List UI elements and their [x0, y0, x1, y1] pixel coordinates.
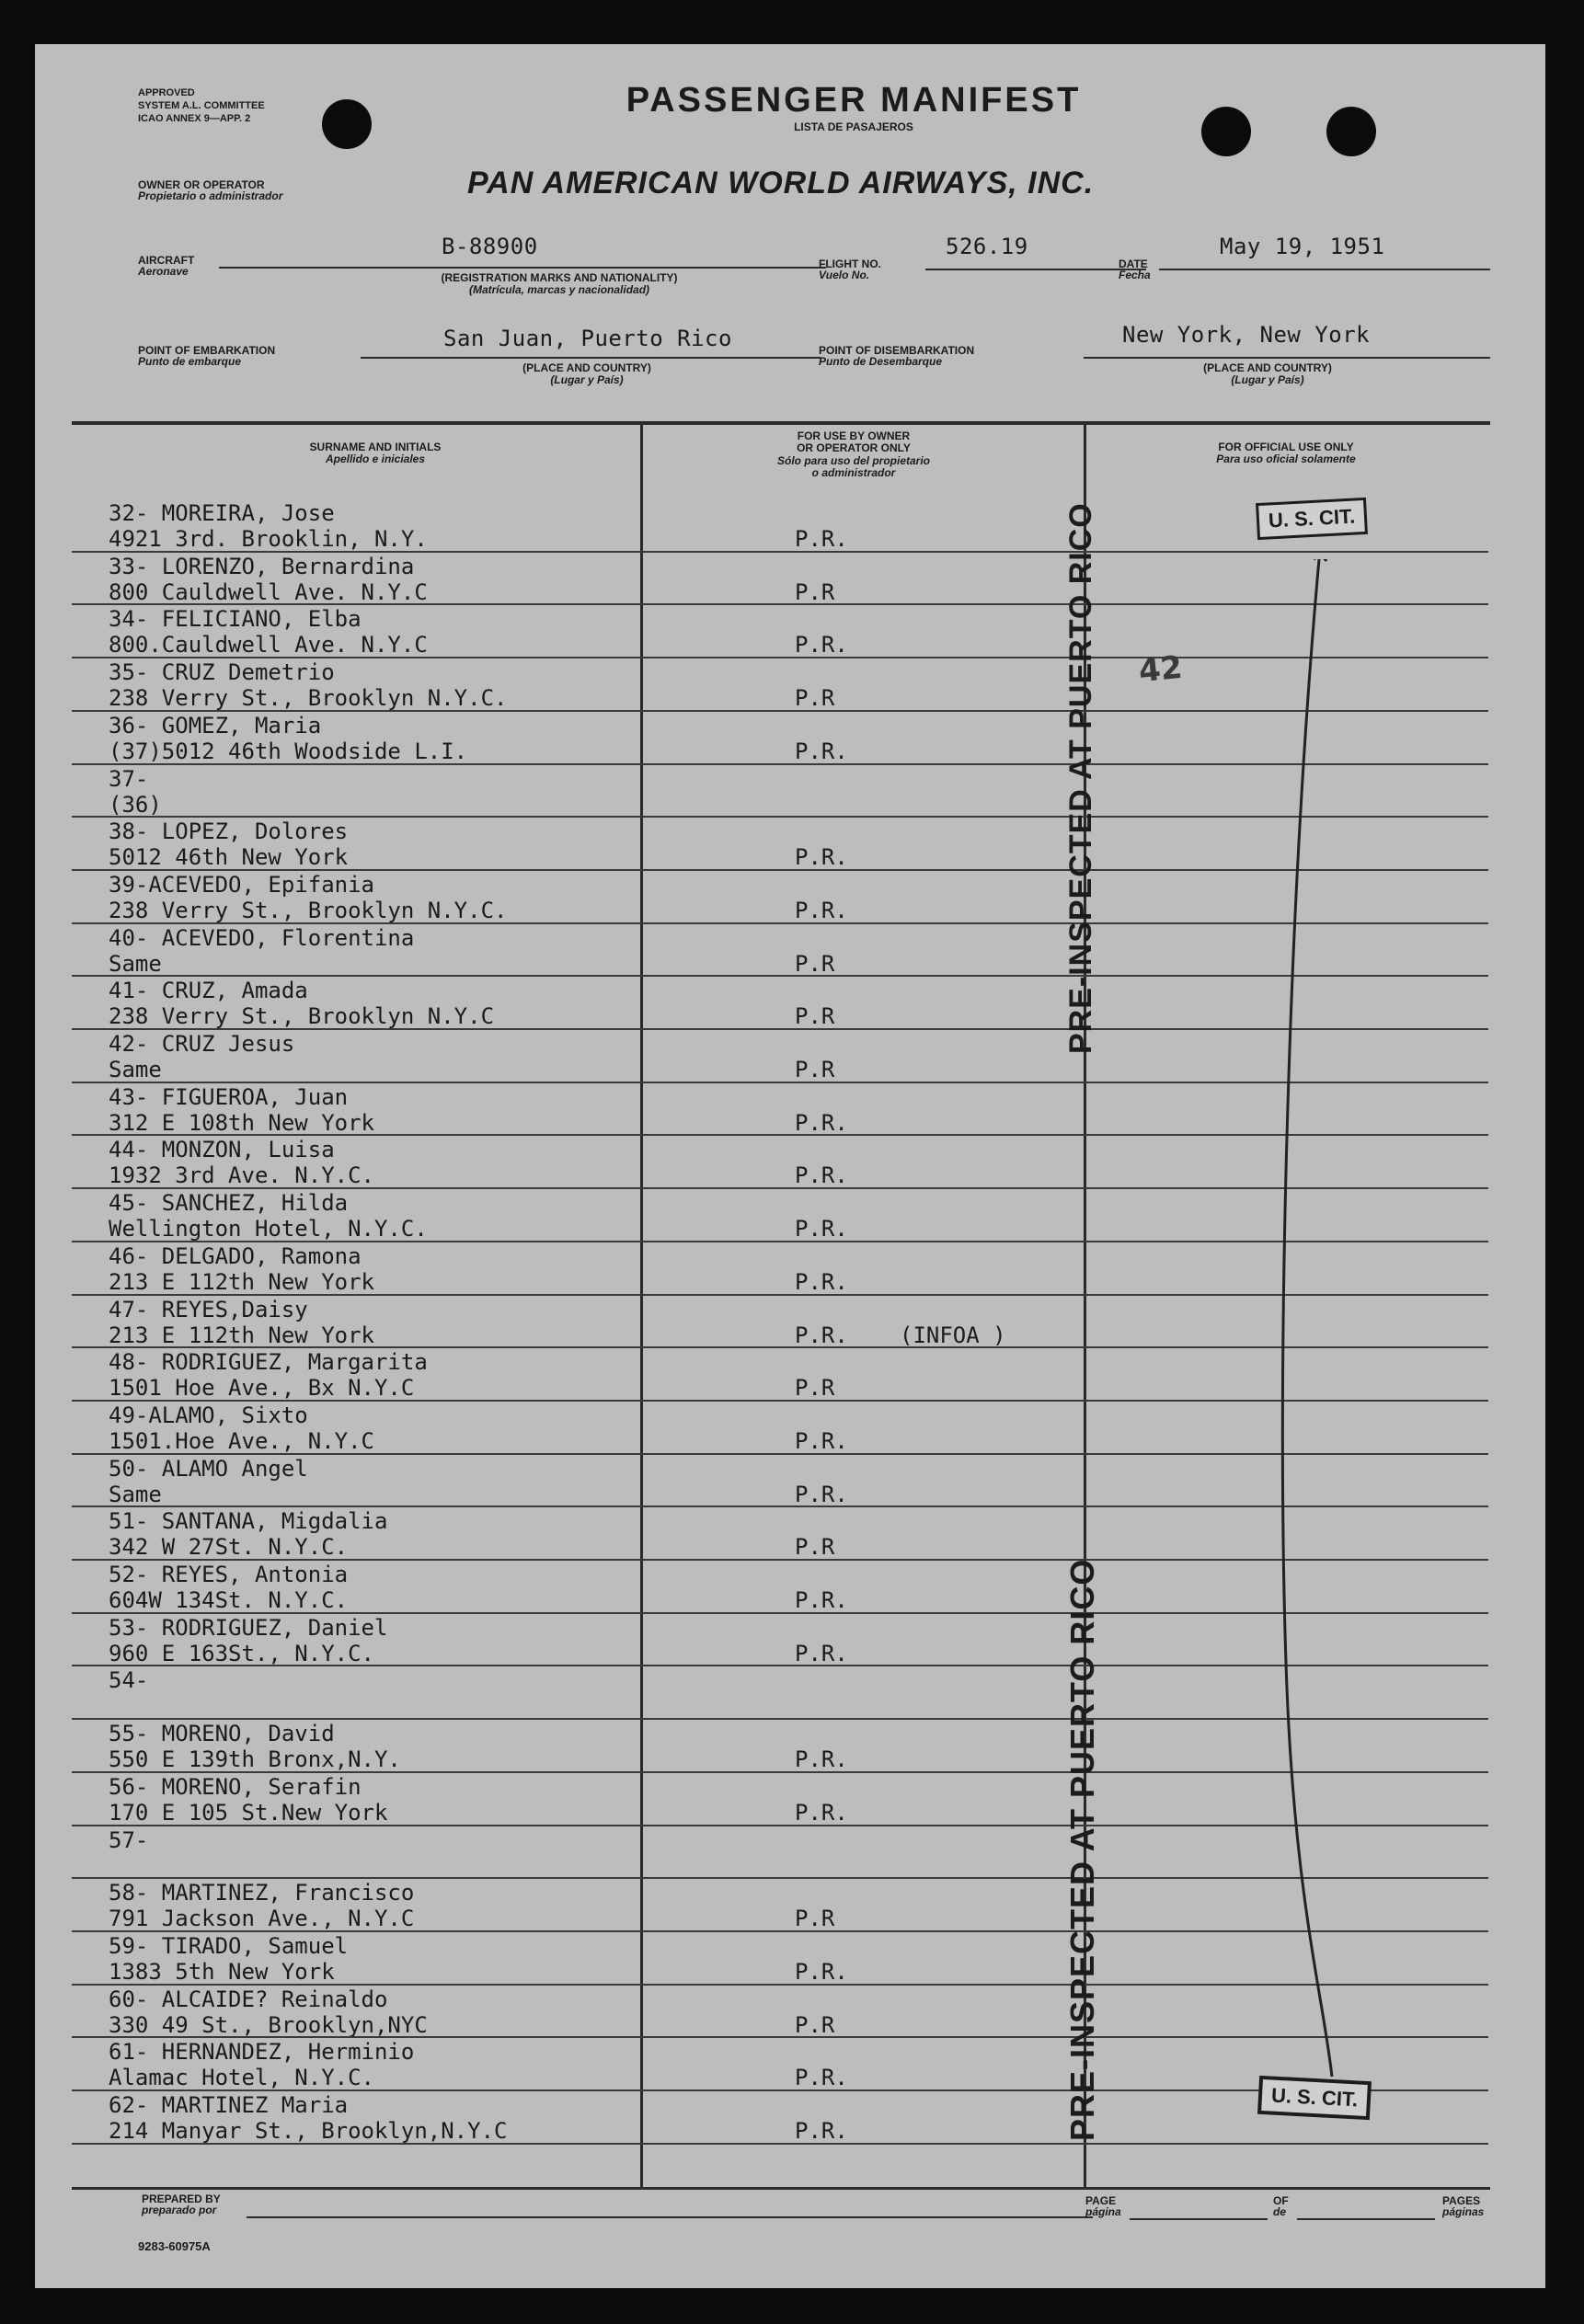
passenger-name: 62- MARTINEZ Maria — [109, 2092, 349, 2118]
passenger-name: 37- — [109, 765, 149, 792]
flight-label: FLIGHT NO. — [819, 258, 881, 270]
passenger-name: 49-ALAMO, Sixto — [109, 1402, 308, 1428]
registration-caption-es: (Matrícula, marcas y nacionalidad) — [468, 283, 650, 296]
col-header-official: FOR OFFICIAL USE ONLY — [1218, 441, 1354, 453]
of-label-es: de — [1273, 2205, 1287, 2218]
passenger-address: 213 E 112th New York — [109, 1268, 374, 1295]
passenger-name: 50- ALAMO Angel — [109, 1455, 308, 1482]
page-title: PASSENGER MANIFEST — [626, 81, 1082, 120]
passenger-address: 550 E 139th Bronx,N.Y. — [109, 1746, 401, 1773]
passenger-origin-mark: P.R. — [795, 1746, 848, 1773]
col-header-owner-1: FOR USE BY OWNER — [797, 429, 911, 442]
passenger-origin-mark: P.R — [795, 2011, 835, 2038]
passenger-address: 170 E 105 St.New York — [109, 1799, 388, 1826]
passenger-origin-mark: P.R. — [795, 632, 848, 658]
aircraft-label: AIRCRAFT — [138, 254, 195, 267]
disembark-label: POINT OF DISEMBARKATION — [819, 344, 975, 357]
col-header-owner-es-1: Sólo para uso del propietario — [776, 454, 931, 467]
passenger-origin-mark: P.R. — [795, 1958, 848, 1985]
col-header-name-es: Apellido e iniciales — [325, 452, 426, 465]
passenger-origin-mark: P.R. — [795, 526, 848, 552]
flight-underline — [925, 269, 1146, 270]
embark-place-caption-es: (Lugar y País) — [550, 373, 624, 386]
passenger-origin-mark: P.R. — [795, 2118, 848, 2144]
passenger-name: 54- — [109, 1667, 149, 1694]
passenger-name: 40- ACEVEDO, Florentina — [109, 924, 415, 951]
date-underline — [1159, 269, 1490, 270]
passenger-name: 35- CRUZ Demetrio — [109, 659, 335, 686]
approval-line-1: APPROVED — [138, 87, 195, 98]
passenger-address: 312 E 108th New York — [109, 1109, 374, 1136]
passenger-name: 59- TIRADO, Samuel — [109, 1932, 349, 1959]
passenger-address: Same — [109, 1481, 162, 1507]
passenger-origin-mark: P.R — [795, 1003, 835, 1030]
prepared-label-es: preparado por — [142, 2204, 217, 2216]
approval-line-3: ICAO ANNEX 9—APP. 2 — [138, 113, 251, 124]
passenger-origin-mark: P.R. — [795, 2065, 848, 2091]
passenger-origin-mark: P.R. — [795, 1109, 848, 1136]
passenger-origin-mark: P.R — [795, 1906, 835, 1932]
passenger-name: 34- FELICIANO, Elba — [109, 606, 362, 633]
passenger-name: 46- DELGADO, Ramona — [109, 1242, 362, 1269]
passenger-address: 238 Verry St., Brooklyn N.Y.C — [109, 1003, 495, 1030]
table-top-border — [72, 421, 1490, 425]
row-divider — [72, 2143, 1488, 2145]
passenger-note: (INFOA ) — [900, 1322, 1006, 1348]
passenger-name: 56- MORENO, Serafin — [109, 1773, 362, 1800]
punch-hole — [1326, 107, 1376, 156]
passenger-origin-mark: P.R. — [795, 1216, 848, 1242]
passenger-origin-mark: P.R — [795, 1375, 835, 1402]
embark-label: POINT OF EMBARKATION — [138, 344, 276, 357]
embark-label-es: Punto de embarque — [138, 355, 242, 368]
us-cit-stamp-top: U. S. CIT. — [1256, 498, 1368, 540]
passenger-name: 42- CRUZ Jesus — [109, 1031, 295, 1057]
passenger-address: Same — [109, 1057, 162, 1082]
passenger-origin-mark: P.R. — [795, 897, 848, 923]
passenger-address: 238 Verry St., Brooklyn N.Y.C. — [109, 685, 508, 712]
passenger-origin-mark: P.R. — [795, 1427, 848, 1454]
passenger-name: 41- CRUZ, Amada — [109, 978, 308, 1004]
passenger-name: 58- MARTINEZ, Francisco — [109, 1880, 415, 1906]
passenger-origin-mark: P.R — [795, 1534, 835, 1561]
embark-underline — [361, 357, 821, 359]
passenger-address: 791 Jackson Ave., N.Y.C — [109, 1906, 415, 1932]
passenger-origin-mark: P.R — [795, 950, 835, 977]
passenger-address: Same — [109, 950, 162, 977]
handwritten-42: 42 — [1137, 648, 1185, 691]
embark-value: San Juan, Puerto Rico — [443, 326, 732, 351]
passenger-address: 214 Manyar St., Brooklyn,N.Y.C — [109, 2118, 508, 2144]
passenger-address: 800 Cauldwell Ave. N.Y.C — [109, 578, 428, 605]
col-header-owner-es-2: o administrador — [811, 466, 896, 479]
us-cit-stamp-bottom: U. S. CIT. — [1257, 2076, 1372, 2120]
passenger-address: 1383 5th New York — [109, 1958, 335, 1985]
passenger-origin-mark: P.R. — [795, 844, 848, 871]
passenger-address: (37)5012 46th Woodside L.I. — [109, 738, 468, 764]
owner-label-es: Propietario o administrador — [138, 189, 283, 202]
owner-label: OWNER OR OPERATOR — [138, 178, 265, 191]
passenger-name: 57- — [109, 1826, 149, 1853]
passenger-origin-mark: P.R — [795, 578, 835, 605]
passenger-origin-mark: P.R. — [795, 1481, 848, 1507]
page-label: PAGE — [1085, 2194, 1117, 2207]
prepared-label: PREPARED BY — [142, 2192, 221, 2205]
passenger-address: 604W 134St. N.Y.C. — [109, 1587, 349, 1613]
date-value: May 19, 1951 — [1220, 234, 1385, 259]
passenger-name: 47- REYES,Daisy — [109, 1296, 308, 1322]
passenger-origin-mark: P.R. — [795, 1587, 848, 1613]
handwritten-bracket-line — [1231, 559, 1415, 2104]
date-label: DATE — [1119, 258, 1148, 270]
passenger-origin-mark: P.R — [795, 1057, 835, 1082]
passenger-address: 4921 3rd. Brooklin, N.Y. — [109, 526, 428, 552]
passenger-name: 60- ALCAIDE? Reinaldo — [109, 1986, 388, 2012]
passenger-address: 342 W 27St. N.Y.C. — [109, 1534, 349, 1561]
page-underline — [1130, 2218, 1268, 2220]
passenger-address: Alamac Hotel, N.Y.C. — [109, 2065, 374, 2091]
passenger-address: 5012 46th New York — [109, 844, 349, 871]
form-number: 9283-60975A — [138, 2239, 211, 2253]
pre-inspected-stamp-lower: PRE-INSPECTED AT PUERTO RICO — [1063, 1558, 1101, 2141]
disembark-label-es: Punto de Desembarque — [819, 355, 943, 368]
of-underline — [1297, 2218, 1435, 2220]
passenger-origin-mark: P.R — [795, 685, 835, 712]
col-header-official-es: Para uso oficial solamente — [1216, 452, 1356, 465]
passenger-name: 55- MORENO, David — [109, 1721, 335, 1747]
owner-value: PAN AMERICAN WORLD AIRWAYS, INC. — [467, 166, 1095, 200]
passenger-name: 44- MONZON, Luisa — [109, 1137, 335, 1163]
passenger-name: 61- HERNANDEZ, Herminio — [109, 2039, 415, 2066]
passenger-address: 800.Cauldwell Ave. N.Y.C — [109, 632, 428, 658]
registration-caption: (REGISTRATION MARKS AND NATIONALITY) — [441, 271, 678, 284]
passenger-address: 330 49 St., Brooklyn,NYC — [109, 2011, 428, 2038]
flight-value: 526.19 — [946, 234, 1028, 259]
passenger-address: (36) — [109, 791, 162, 818]
pages-label: PAGES — [1442, 2194, 1481, 2207]
embark-place-caption: (PLACE AND COUNTRY) — [522, 361, 651, 374]
passenger-address: 960 E 163St., N.Y.C. — [109, 1640, 374, 1666]
passenger-name: 51- SANTANA, Migdalia — [109, 1508, 388, 1535]
passenger-name: 38- LOPEZ, Dolores — [109, 819, 349, 845]
passenger-address: 238 Verry St., Brooklyn N.Y.C. — [109, 897, 508, 923]
passenger-origin-mark: P.R. — [795, 1799, 848, 1826]
disembark-place-caption-es: (Lugar y País) — [1231, 373, 1304, 386]
passenger-address: 213 E 112th New York — [109, 1322, 374, 1348]
passenger-name: 52- REYES, Antonia — [109, 1562, 349, 1587]
passenger-name: 43- FIGUEROA, Juan — [109, 1083, 349, 1110]
disembark-place-caption: (PLACE AND COUNTRY) — [1203, 361, 1332, 374]
passenger-origin-mark: P.R. — [795, 1162, 848, 1189]
aircraft-underline — [219, 267, 826, 269]
punch-hole — [322, 99, 372, 149]
col-header-name: SURNAME AND INITIALS — [309, 441, 442, 453]
flight-label-es: Vuelo No. — [819, 269, 870, 281]
passenger-name: 36- GOMEZ, Maria — [109, 712, 322, 738]
prepared-underline — [247, 2216, 1093, 2218]
passenger-origin-mark: P.R. — [795, 1268, 848, 1295]
passenger-origin-mark: P.R. — [795, 1640, 848, 1666]
aircraft-value: B-88900 — [442, 234, 538, 259]
disembark-value: New York, New York — [1122, 322, 1371, 348]
passenger-name: 33- LORENZO, Bernardina — [109, 553, 415, 579]
passenger-name: 45- SANCHEZ, Hilda — [109, 1190, 349, 1217]
passenger-origin-mark: P.R. — [795, 1322, 848, 1348]
of-label: OF — [1273, 2194, 1289, 2207]
aircraft-label-es: Aeronave — [138, 265, 189, 278]
passenger-address: 1501 Hoe Ave., Bx N.Y.C — [109, 1375, 415, 1402]
pre-inspected-stamp-upper: PRE-INSPECTED AT PUERTO RICO — [1063, 502, 1098, 1054]
passenger-name: 53- RODRIGUEZ, Daniel — [109, 1614, 388, 1641]
punch-hole — [1201, 107, 1251, 156]
page-label-es: página — [1085, 2205, 1121, 2218]
manifest-sheet — [35, 44, 1545, 2288]
passenger-address: 1932 3rd Ave. N.Y.C. — [109, 1162, 374, 1189]
passenger-address: 1501.Hoe Ave., N.Y.C — [109, 1427, 374, 1454]
page-subtitle: LISTA DE PASAJEROS — [794, 120, 913, 133]
passenger-origin-mark: P.R. — [795, 738, 848, 764]
passenger-address: Wellington Hotel, N.Y.C. — [109, 1216, 428, 1242]
approval-line-2: SYSTEM A.L. COMMITTEE — [138, 100, 265, 111]
date-label-es: Fecha — [1119, 269, 1151, 281]
pages-label-es: páginas — [1442, 2205, 1485, 2218]
col-header-owner-2: OR OPERATOR ONLY — [797, 441, 911, 454]
table-bottom-border — [72, 2187, 1490, 2190]
passenger-name: 48- RODRIGUEZ, Margarita — [109, 1349, 428, 1376]
disembark-underline — [1084, 357, 1490, 359]
passenger-name: 39-ACEVEDO, Epifania — [109, 871, 374, 898]
passenger-name: 32- MOREIRA, Jose — [109, 500, 335, 526]
